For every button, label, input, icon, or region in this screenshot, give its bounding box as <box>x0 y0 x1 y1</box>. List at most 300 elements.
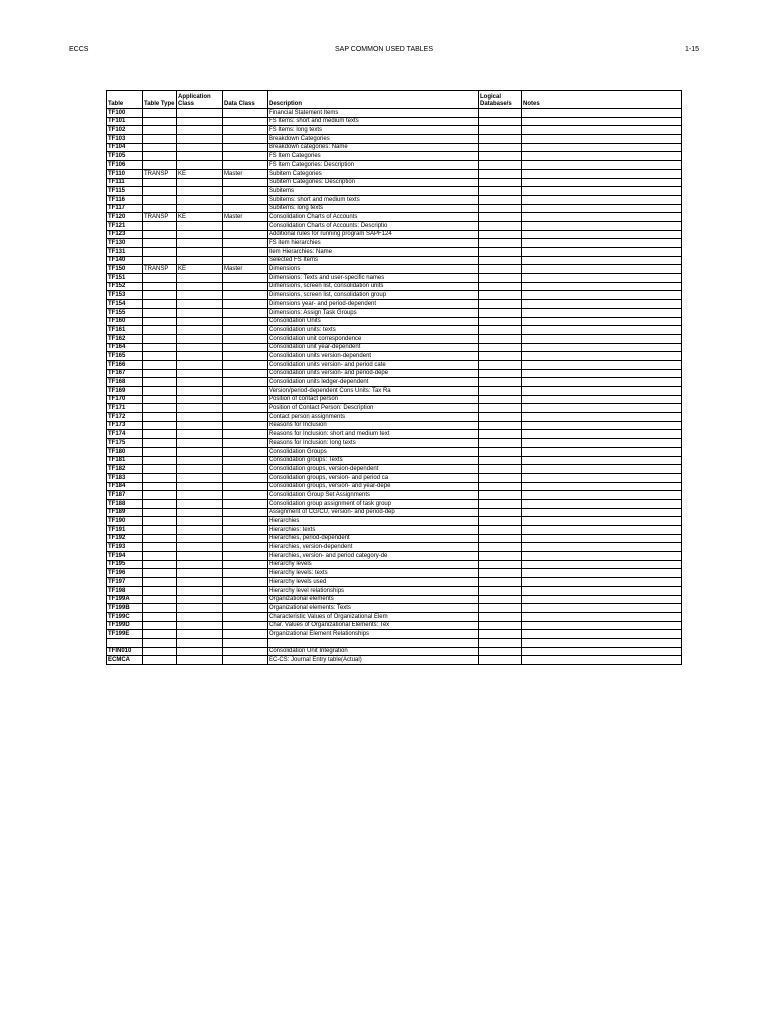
cell-table: TF130 <box>107 239 143 248</box>
cell-data-class <box>223 447 268 456</box>
cell-data-class <box>223 187 268 196</box>
cell-table: TF115 <box>107 187 143 196</box>
cell-application-class <box>177 135 223 144</box>
cell-data-class <box>223 413 268 422</box>
cell-logical-database <box>479 491 522 500</box>
cell-description: Selected FS Items <box>268 256 479 265</box>
cell-table: TF195 <box>107 560 143 569</box>
cell-notes <box>522 430 682 439</box>
cell-description: Consolidation units version-dependent <box>268 352 479 361</box>
table-row <box>107 560 682 569</box>
cell-notes <box>522 300 682 309</box>
cell-table: TF167 <box>107 369 143 378</box>
table-row <box>107 274 682 283</box>
cell-application-class <box>177 248 223 257</box>
table-row <box>107 308 682 317</box>
cell-logical-database <box>479 274 522 283</box>
cell-data-class <box>223 508 268 517</box>
cell-logical-database <box>479 395 522 404</box>
cell-table: TF172 <box>107 413 143 422</box>
table-row <box>107 534 682 543</box>
cell-table-type <box>143 439 177 448</box>
cell-notes <box>522 117 682 126</box>
cell-table: TF188 <box>107 499 143 508</box>
cell-table: TF192 <box>107 534 143 543</box>
cell-application-class <box>177 117 223 126</box>
cell-notes <box>522 387 682 396</box>
cell-data-class <box>223 499 268 508</box>
cell-notes <box>522 534 682 543</box>
cell-description: Subitems <box>268 187 479 196</box>
cell-logical-database <box>479 439 522 448</box>
cell-logical-database <box>479 656 522 665</box>
cell-notes <box>522 456 682 465</box>
cell-logical-database <box>479 595 522 604</box>
cell-description: Consolidation units version- and period cate <box>268 360 479 369</box>
cell-description: Subitem Categories <box>268 169 479 178</box>
cell-data-class <box>223 126 268 135</box>
cell-notes <box>522 213 682 222</box>
cell-description: Hierarchy levels <box>268 560 479 569</box>
cell-logical-database <box>479 630 522 639</box>
cell-table: TF169 <box>107 387 143 396</box>
cell-logical-database <box>479 169 522 178</box>
cell-logical-database <box>479 482 522 491</box>
cell-data-class <box>223 560 268 569</box>
table-row <box>107 187 682 196</box>
cell-application-class <box>177 300 223 309</box>
cell-data-class <box>223 638 268 647</box>
cell-data-class <box>223 308 268 317</box>
cell-notes <box>522 543 682 552</box>
cell-data-class <box>223 161 268 170</box>
cell-application-class <box>177 473 223 482</box>
table-row <box>107 612 682 621</box>
cell-table-type <box>143 430 177 439</box>
cell-application-class <box>177 621 223 630</box>
cell-logical-database <box>479 152 522 161</box>
cell-table-type <box>143 274 177 283</box>
table-row <box>107 352 682 361</box>
cell-table-type <box>143 560 177 569</box>
cell-notes <box>522 178 682 187</box>
cell-table: TF197 <box>107 578 143 587</box>
cell-notes <box>522 135 682 144</box>
cell-logical-database <box>479 239 522 248</box>
cell-data-class <box>223 656 268 665</box>
cell-table-type <box>143 578 177 587</box>
cell-table-type <box>143 239 177 248</box>
cell-application-class <box>177 586 223 595</box>
cell-table: TF175 <box>107 439 143 448</box>
table-row <box>107 117 682 126</box>
table-row <box>107 586 682 595</box>
cell-table-type <box>143 647 177 656</box>
cell-data-class <box>223 221 268 230</box>
column-header-notes: Notes <box>522 91 682 109</box>
cell-description: Characteristic Values of Organizational Elem <box>268 612 479 621</box>
cell-table-type <box>143 569 177 578</box>
cell-logical-database <box>479 334 522 343</box>
cell-application-class: KE <box>177 265 223 274</box>
cell-description: Hierarchies: texts <box>268 526 479 535</box>
cell-table-type <box>143 178 177 187</box>
cell-application-class <box>177 465 223 474</box>
cell-table: TF140 <box>107 256 143 265</box>
cell-data-class <box>223 274 268 283</box>
cell-table-type <box>143 126 177 135</box>
cell-logical-database <box>479 508 522 517</box>
cell-description: Subitems: long texts <box>268 204 479 213</box>
cell-logical-database <box>479 317 522 326</box>
table-row <box>107 499 682 508</box>
cell-logical-database <box>479 638 522 647</box>
cell-application-class <box>177 395 223 404</box>
cell-table-type <box>143 282 177 291</box>
cell-description: Consolidation units version- and period-depe <box>268 369 479 378</box>
cell-logical-database <box>479 109 522 118</box>
cell-data-class <box>223 569 268 578</box>
table-row <box>107 169 682 178</box>
cell-table: ECMCA <box>107 656 143 665</box>
cell-table-type <box>143 552 177 561</box>
cell-application-class <box>177 109 223 118</box>
cell-data-class <box>223 595 268 604</box>
cell-data-class <box>223 578 268 587</box>
table-row <box>107 543 682 552</box>
cell-table-type <box>143 326 177 335</box>
cell-table-type <box>143 135 177 144</box>
cell-table: TF180 <box>107 447 143 456</box>
cell-description: Version/period-dependent Cons Units: Tax Ra <box>268 387 479 396</box>
table-row <box>107 413 682 422</box>
cell-table-type <box>143 482 177 491</box>
cell-table-type <box>143 378 177 387</box>
cell-table: TF199E <box>107 630 143 639</box>
cell-application-class <box>177 447 223 456</box>
cell-logical-database <box>479 499 522 508</box>
cell-table-type <box>143 413 177 422</box>
cell-description: Assignment of CG/CU, version- and period-dep <box>268 508 479 517</box>
cell-table-type <box>143 499 177 508</box>
table-row <box>107 152 682 161</box>
cell-notes <box>522 274 682 283</box>
cell-table-type <box>143 656 177 665</box>
cell-table: TF190 <box>107 517 143 526</box>
cell-logical-database <box>479 430 522 439</box>
table-row <box>107 291 682 300</box>
header-title: SAP COMMON USED TABLES <box>334 46 434 53</box>
cell-table-type <box>143 630 177 639</box>
cell-table-type <box>143 152 177 161</box>
cell-data-class <box>223 404 268 413</box>
cell-data-class <box>223 135 268 144</box>
cell-table-type <box>143 187 177 196</box>
cell-table: TF150 <box>107 265 143 274</box>
cell-table-type <box>143 586 177 595</box>
cell-notes <box>522 421 682 430</box>
cell-logical-database <box>479 387 522 396</box>
table-row <box>107 465 682 474</box>
table-row <box>107 604 682 613</box>
cell-description: Reasons for Inclusion <box>268 421 479 430</box>
cell-data-class <box>223 204 268 213</box>
cell-logical-database <box>479 352 522 361</box>
cell-application-class <box>177 152 223 161</box>
cell-description: FS Item Categories: Description <box>268 161 479 170</box>
cell-table-type <box>143 195 177 204</box>
cell-logical-database <box>479 421 522 430</box>
cell-application-class <box>177 595 223 604</box>
cell-description: Dimensions, screen list, consolidation group <box>268 291 479 300</box>
cell-notes <box>522 169 682 178</box>
cell-description: Hierarchies, version- and period category-de <box>268 552 479 561</box>
cell-table-type <box>143 291 177 300</box>
cell-table: TF198 <box>107 586 143 595</box>
cell-table: TF154 <box>107 300 143 309</box>
table-row <box>107 334 682 343</box>
cell-description: FS Items: long texts <box>268 126 479 135</box>
cell-description: Financial Statement Items <box>268 109 479 118</box>
cell-table: TF171 <box>107 404 143 413</box>
cell-data-class <box>223 612 268 621</box>
cell-logical-database <box>479 248 522 257</box>
cell-table-type <box>143 491 177 500</box>
cell-table: TF120 <box>107 213 143 222</box>
cell-table-type <box>143 117 177 126</box>
cell-application-class <box>177 638 223 647</box>
cell-logical-database <box>479 360 522 369</box>
table-row <box>107 317 682 326</box>
cell-logical-database <box>479 369 522 378</box>
cell-data-class <box>223 647 268 656</box>
cell-logical-database <box>479 187 522 196</box>
cell-table-type <box>143 465 177 474</box>
cell-data-class <box>223 117 268 126</box>
cell-notes <box>522 526 682 535</box>
cell-notes <box>522 352 682 361</box>
cell-application-class <box>177 326 223 335</box>
cell-table-type <box>143 508 177 517</box>
cell-logical-database <box>479 473 522 482</box>
cell-description: Consolidation unit year-dependent <box>268 343 479 352</box>
cell-table-type <box>143 604 177 613</box>
cell-data-class <box>223 178 268 187</box>
cell-data-class <box>223 517 268 526</box>
table-row <box>107 161 682 170</box>
cell-table-type <box>143 204 177 213</box>
cell-notes <box>522 161 682 170</box>
cell-table-type <box>143 360 177 369</box>
cell-notes <box>522 369 682 378</box>
cell-table: TF199D <box>107 621 143 630</box>
cell-logical-database <box>479 552 522 561</box>
cell-data-class <box>223 300 268 309</box>
table-row <box>107 178 682 187</box>
page-header <box>0 46 768 58</box>
page-number: 1-15 <box>684 46 699 53</box>
cell-table-type <box>143 369 177 378</box>
cell-table: TF170 <box>107 395 143 404</box>
cell-data-class <box>223 456 268 465</box>
table-row <box>107 230 682 239</box>
cell-notes <box>522 413 682 422</box>
cell-table: TF187 <box>107 491 143 500</box>
cell-notes <box>522 647 682 656</box>
cell-logical-database <box>479 647 522 656</box>
cell-application-class <box>177 552 223 561</box>
cell-logical-database <box>479 604 522 613</box>
cell-description: Subitem Categories: Description <box>268 178 479 187</box>
cell-notes <box>522 308 682 317</box>
table-row <box>107 256 682 265</box>
cell-table-type <box>143 595 177 604</box>
cell-description: Char. Values of Organizational Elements: Tex <box>268 621 479 630</box>
cell-table-type <box>143 317 177 326</box>
cell-data-class <box>223 291 268 300</box>
table-row <box>107 473 682 482</box>
cell-notes <box>522 612 682 621</box>
cell-description: Subitems: short and medium texts <box>268 195 479 204</box>
cell-notes <box>522 360 682 369</box>
cell-application-class <box>177 308 223 317</box>
cell-table: TF123 <box>107 230 143 239</box>
cell-application-class <box>177 343 223 352</box>
cell-table: TF116 <box>107 195 143 204</box>
cell-application-class <box>177 143 223 152</box>
cell-logical-database <box>479 326 522 335</box>
cell-application-class <box>177 256 223 265</box>
cell-data-class <box>223 230 268 239</box>
cell-logical-database <box>479 300 522 309</box>
cell-application-class <box>177 161 223 170</box>
table-row <box>107 126 682 135</box>
cell-description: Breakdown categories: Name <box>268 143 479 152</box>
table-row <box>107 404 682 413</box>
cell-notes <box>522 404 682 413</box>
cell-notes <box>522 586 682 595</box>
cell-table-type <box>143 387 177 396</box>
cell-logical-database <box>479 534 522 543</box>
cell-table: TF196 <box>107 569 143 578</box>
cell-table-type: TRANSP <box>143 169 177 178</box>
cell-application-class <box>177 360 223 369</box>
cell-table-type <box>143 109 177 118</box>
cell-table: TF121 <box>107 221 143 230</box>
cell-table-type <box>143 612 177 621</box>
cell-notes <box>522 187 682 196</box>
table-row <box>107 369 682 378</box>
table-row <box>107 621 682 630</box>
cell-description: Organizational Element Relationships <box>268 630 479 639</box>
table-body <box>107 109 682 665</box>
table-row <box>107 578 682 587</box>
cell-description: Reasons for Inclusion: short and medium text <box>268 430 479 439</box>
cell-application-class <box>177 491 223 500</box>
cell-logical-database <box>479 560 522 569</box>
cell-application-class <box>177 404 223 413</box>
cell-description: Breakdown Categories <box>268 135 479 144</box>
cell-application-class <box>177 569 223 578</box>
cell-notes <box>522 482 682 491</box>
cell-data-class <box>223 378 268 387</box>
cell-data-class <box>223 439 268 448</box>
cell-table-type <box>143 221 177 230</box>
cell-table-type <box>143 161 177 170</box>
cell-description: Position of Contact Person: Description <box>268 404 479 413</box>
cell-description: Organizational elements <box>268 595 479 604</box>
cell-description: Consolidation Group Set Assignments <box>268 491 479 500</box>
cell-data-class <box>223 256 268 265</box>
cell-table: TF181 <box>107 456 143 465</box>
cell-table-type <box>143 638 177 647</box>
cell-notes <box>522 248 682 257</box>
column-header-table-type: Table Type <box>143 91 177 109</box>
cell-application-class <box>177 656 223 665</box>
cell-logical-database <box>479 465 522 474</box>
table-row <box>107 421 682 430</box>
cell-application-class <box>177 221 223 230</box>
cell-notes <box>522 499 682 508</box>
cell-logical-database <box>479 517 522 526</box>
cell-notes <box>522 343 682 352</box>
cell-application-class <box>177 352 223 361</box>
table-row <box>107 647 682 656</box>
cell-description: Hierarchy level relationships <box>268 586 479 595</box>
cell-notes <box>522 465 682 474</box>
cell-application-class <box>177 378 223 387</box>
cell-table: TF199C <box>107 612 143 621</box>
cell-table: TF153 <box>107 291 143 300</box>
cell-application-class <box>177 317 223 326</box>
cell-data-class <box>223 352 268 361</box>
cell-description: Consolidation groups, version- and year-depe <box>268 482 479 491</box>
table-row <box>107 143 682 152</box>
cell-table: TF101 <box>107 117 143 126</box>
cell-table: TF184 <box>107 482 143 491</box>
cell-data-class: Master <box>223 265 268 274</box>
cell-notes <box>522 265 682 274</box>
cell-description: Hierarchies, version-dependent <box>268 543 479 552</box>
cell-description: Consolidation group assignment of task group <box>268 499 479 508</box>
table-row <box>107 395 682 404</box>
cell-data-class <box>223 534 268 543</box>
cell-notes <box>522 152 682 161</box>
cell-logical-database <box>479 117 522 126</box>
cell-description: Reasons for Inclusion: long texts <box>268 439 479 448</box>
cell-description: Consolidation unit correspondence <box>268 334 479 343</box>
cell-application-class <box>177 647 223 656</box>
cell-notes <box>522 378 682 387</box>
cell-table-type <box>143 143 177 152</box>
cell-table: TF193 <box>107 543 143 552</box>
cell-logical-database <box>479 213 522 222</box>
cell-logical-database <box>479 161 522 170</box>
cell-description: FS item hierarchies <box>268 239 479 248</box>
cell-notes <box>522 204 682 213</box>
cell-notes <box>522 291 682 300</box>
cell-table: TF131 <box>107 248 143 257</box>
cell-logical-database <box>479 343 522 352</box>
cell-data-class <box>223 430 268 439</box>
table-header-row <box>107 91 682 109</box>
cell-table: TF161 <box>107 326 143 335</box>
cell-logical-database <box>479 456 522 465</box>
cell-description: Dimensions year- and period-dependent <box>268 300 479 309</box>
table-row <box>107 517 682 526</box>
cell-table-type <box>143 308 177 317</box>
cell-table: TF199A <box>107 595 143 604</box>
